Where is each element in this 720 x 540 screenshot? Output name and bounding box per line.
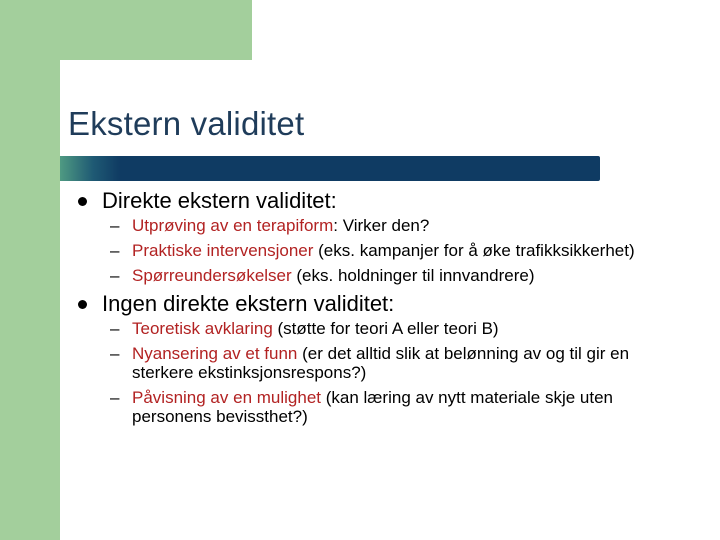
sub-item	[75, 266, 695, 285]
sub-item-highlight: Spørreundersøkelser	[132, 266, 292, 285]
sub-item-highlight: Praktiske intervensjoner	[132, 241, 314, 260]
bullet-text: Direkte ekstern validitet:	[102, 188, 337, 213]
sub-item	[75, 344, 695, 382]
dash-icon: –	[110, 388, 120, 407]
sub-item-text: (eks. holdninger til innvandrere)	[291, 266, 535, 285]
dash-icon: –	[110, 216, 120, 235]
bullet-direct-external-validity	[75, 188, 695, 214]
sub-item-highlight: Utprøving av en terapiform	[132, 216, 334, 235]
sub-list-direct	[75, 216, 695, 285]
bullet-text: Ingen direkte ekstern validitet:	[102, 291, 395, 316]
sub-item-text: (støtte for teori A eller teori B)	[272, 319, 499, 338]
sub-item	[75, 216, 695, 235]
slide-title: Ekstern validitet	[68, 105, 305, 142]
dash-icon: –	[110, 344, 120, 363]
sub-item-highlight: Nyansering av et funn	[132, 344, 298, 363]
sub-item	[75, 319, 695, 338]
bullet-no-direct-external-validity	[75, 291, 695, 317]
sub-item-text: (kan læring av nytt materiale skje uten personens bevissthet?)	[132, 388, 613, 426]
decorative-green-block-left	[0, 60, 60, 540]
bullet-dot-icon	[78, 300, 87, 309]
slide-content	[75, 188, 695, 432]
decorative-green-block-top	[0, 0, 252, 60]
sub-item	[75, 388, 695, 426]
title-underline-bar	[60, 156, 600, 181]
bullet-dot-icon	[78, 197, 87, 206]
sub-list-indirect	[75, 319, 695, 426]
dash-icon: –	[110, 266, 120, 285]
sub-item-text: : Virker den?	[333, 216, 430, 235]
sub-item-text: (er det alltid slik at belønning av og til gir en sterkere ekstinksjonsrespons?)	[132, 344, 630, 382]
dash-icon: –	[110, 319, 120, 338]
dash-icon: –	[110, 241, 120, 260]
sub-item	[75, 241, 695, 260]
sub-item-text: (eks. kampanjer for å øke trafikksikkerhet)	[313, 241, 635, 260]
sub-item-highlight: Påvisning av en mulighet	[132, 388, 322, 407]
sub-item-highlight: Teoretisk avklaring	[132, 319, 273, 338]
